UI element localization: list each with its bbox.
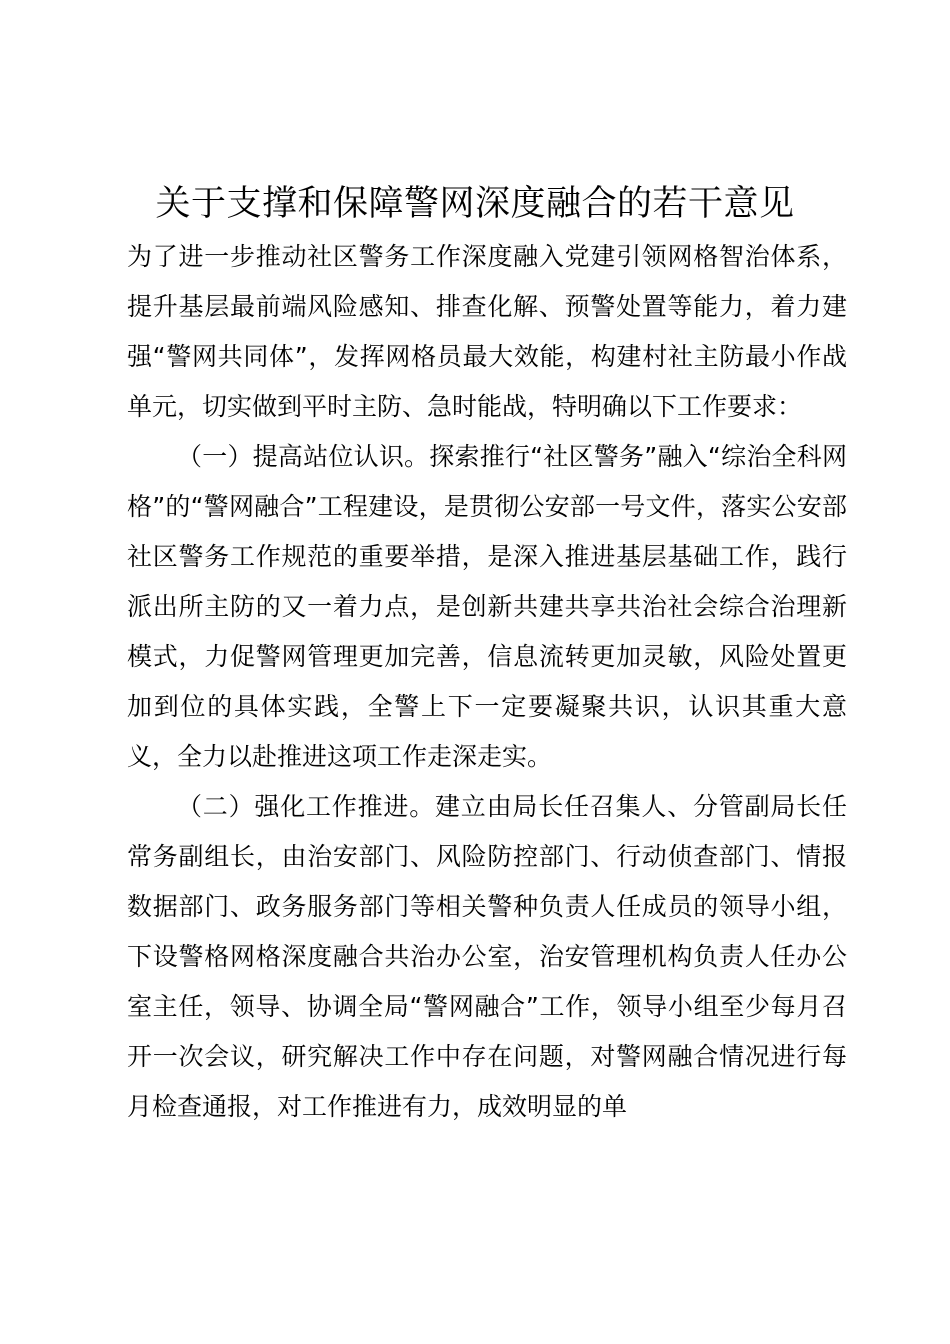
document-title: 关于支撑和保障警网深度融合的若干意见 [155, 184, 795, 224]
document-body [127, 232, 847, 1132]
paragraph-section-2: （二）强化工作推进。建立由局长任召集人、分管副局长任常务副组长，由治安部门、风险防控部门、行动侦查部门、情报数据部门、政务服务部门等相关警种负责人任成员的领导小组，下设警格网格深度融合共治办公室，治安管理机构负责人任办公室主任，领导、协调全局“警网融合”工作，领导小组至少每月召开一次会议，研究解决工作中存在问题，对警网融合情况进行每月检查通报，对工作推进有力，成效明显的单 [127, 792, 847, 1121]
paragraph-intro: 为了进一步推动社区警务工作深度融入党建引领网格智治体系，提升基层最前端风险感知、排查化解、预警处置等能力，着力建强“警网共同体”，发挥网格员最大效能，构建村社主防最小作战单元，切实做到平时主防、急时能战，特明确以下工作要求： [127, 242, 847, 421]
paragraph-section-1: （一）提高站位认识。探索推行“社区警务”融入“综治全科网格”的“警网融合”工程建设，是贯彻公安部一号文件，落实公安部社区警务工作规范的重要举措，是深入推进基层基础工作，践行派出所主防的又一着力点，是创新共建共享共治社会综合治理新模式，力促警网管理更加完善，信息流转更加灵敏，风险处置更加到位的具体实践，全警上下一定要凝聚共识，认识其重大意义，全力以赴推进这项工作走深走实。 [127, 442, 847, 771]
